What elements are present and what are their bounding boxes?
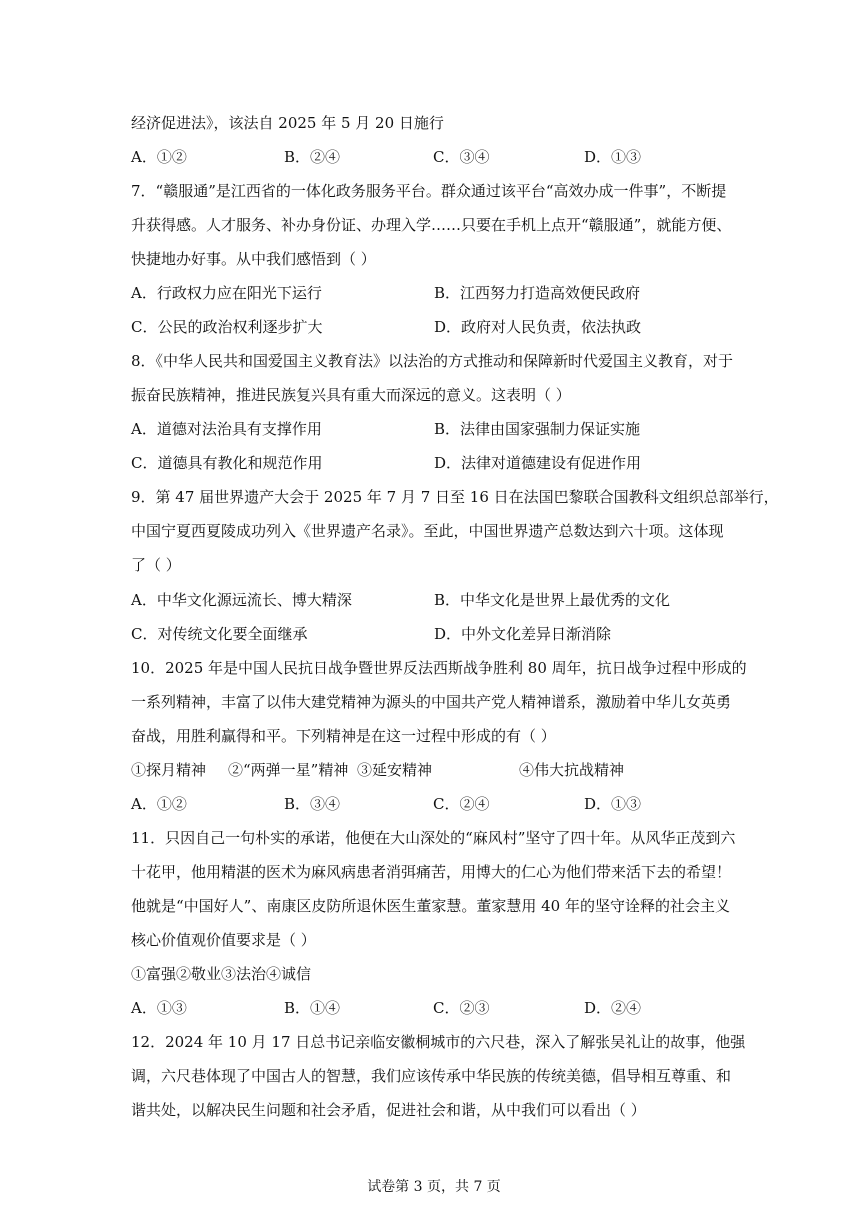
q9-options-row: [131, 624, 691, 644]
q9-stem-line: 中国宁夏西夏陵成功列入《世界遗产名录》。至此，中国世界遗产总数达到六十项。这体现: [131, 522, 724, 540]
q6-option-a: A．①②: [131, 148, 187, 166]
q6-stem-line: 经济促进法》，该法自 2025 年 5 月 20 日施行: [131, 114, 444, 132]
q8-option-c: C．道德具有教化和规范作用: [131, 454, 323, 472]
q6-option-d: D．①③: [584, 148, 642, 166]
q10-stem-line: 一系列精神，丰富了以伟大建党精神为源头的中国共产党人精神谱系，激励着中华儿女英勇: [131, 693, 732, 711]
q10-options: [131, 794, 691, 814]
q10-statement: ①探月精神: [131, 761, 207, 779]
q8-option-a: A．道德对法治具有支撑作用: [131, 420, 322, 438]
q11-option-d: D．②④: [584, 999, 642, 1017]
q8-options-row: [131, 419, 691, 439]
q7-options-row: [131, 317, 691, 337]
q11-option-a: A．①③: [131, 999, 187, 1017]
q10-statement: ④伟大抗战精神: [519, 761, 625, 779]
q7-option-a: A．行政权力应在阳光下运行: [131, 284, 322, 302]
q10-stem-line: 10．2025 年是中国人民抗日战争暨世界反法西斯战争胜利 80 周年，抗日战争过程中形成的: [131, 659, 747, 677]
q11-statements: ①富强②敬业③法治④诚信: [131, 965, 312, 983]
q12-stem-line: 12．2024 年 10 月 17 日总书记亲临安徽桐城市的六尺巷，深入了解张吴礼让的故事，他强: [131, 1033, 746, 1051]
q9-option-d: D．中外文化差异日渐消除: [434, 625, 612, 643]
q8-stem-line: 振奋民族精神，推进民族复兴具有重大而深远的意义。这表明（ ）: [131, 386, 571, 404]
q8-option-d: D．法律对道德建设有促进作用: [434, 454, 642, 472]
q7-stem-line: 升获得感。人才服务、补办身份证、办理入学……只要在手机上点开“赣服通”，就能方便、: [131, 216, 732, 234]
q12-stem-line: 调，六尺巷体现了中国古人的智慧，我们应该传承中华民族的传统美德，倡导相互尊重、和: [131, 1067, 732, 1085]
q10-statements: [131, 760, 691, 780]
q9-option-b: B．中华文化是世界上最优秀的文化: [434, 591, 671, 609]
q11-option-c: C．②③: [433, 999, 490, 1017]
q11-option-b: B．①④: [284, 999, 341, 1017]
q6-options: [131, 147, 691, 167]
q10-stem-line: 奋战，用胜利赢得和平。下列精神是在这一过程中形成的有（ ）: [131, 727, 556, 745]
q9-options-row: [131, 590, 691, 610]
q10-statement: ③延安精神: [357, 761, 433, 779]
q7-stem-line: 快捷地办好事。从中我们感悟到（ ）: [131, 250, 376, 268]
q11-stem-line: 他就是“中国好人”、南康区皮防所退休医生董家慧。董家慧用 40 年的坚守诠释的社会主义: [131, 897, 730, 915]
q10-option-b: B．③④: [284, 795, 341, 813]
q12-stem-line: 谐共处，以解决民生问题和社会矛盾，促进社会和谐，从中我们可以看出（ ）: [131, 1101, 646, 1119]
q10-option-c: C．②④: [433, 795, 490, 813]
q6-option-b: B．②④: [284, 148, 341, 166]
q8-option-b: B．法律由国家强制力保证实施: [434, 420, 641, 438]
q7-options-row: [131, 283, 691, 303]
q9-stem-line: 9．第 47 届世界遗产大会于 2025 年 7 月 7 日至 16 日在法国巴黎联合国教科文组织总部举行，: [131, 488, 779, 506]
q8-options-row: [131, 453, 691, 473]
q7-stem-line: 7．“赣服通”是江西省的一体化政务服务平台。群众通过该平台“高效办成一件事”，不断提: [131, 182, 727, 200]
q11-stem-line: 十花甲，他用精湛的医术为麻风病患者消弭痛苦，用博大的仁心为他们带来活下去的希望！: [131, 863, 732, 881]
q11-options: [131, 998, 691, 1018]
q6-option-c: C．③④: [433, 148, 490, 166]
page-footer: 试卷第 3 页，共 7 页: [367, 1179, 501, 1195]
q11-stem-line: 11．只因自己一句朴实的承诺，他便在大山深处的“麻风村”坚守了四十年。从风华正茂到六: [131, 829, 736, 847]
q10-statement: ②“两弹一星”精神: [228, 761, 349, 779]
q10-option-a: A．①②: [131, 795, 187, 813]
q11-stem-line: 核心价值观价值要求是（ ）: [131, 931, 316, 949]
q9-stem-line: 了（ ）: [131, 556, 181, 574]
q7-option-d: D．政府对人民负责，依法执政: [434, 318, 642, 336]
q8-stem-line: 8．《中华人民共和国爱国主义教育法》以法治的方式推动和保障新时代爱国主义教育，对于: [131, 352, 734, 370]
q7-option-b: B．江西努力打造高效便民政府: [434, 284, 641, 302]
q9-option-a: A．中华文化源远流长、博大精深: [131, 591, 352, 609]
q10-option-d: D．①③: [584, 795, 642, 813]
q9-option-c: C．对传统文化要全面继承: [131, 625, 308, 643]
q7-option-c: C．公民的政治权利逐步扩大: [131, 318, 323, 336]
